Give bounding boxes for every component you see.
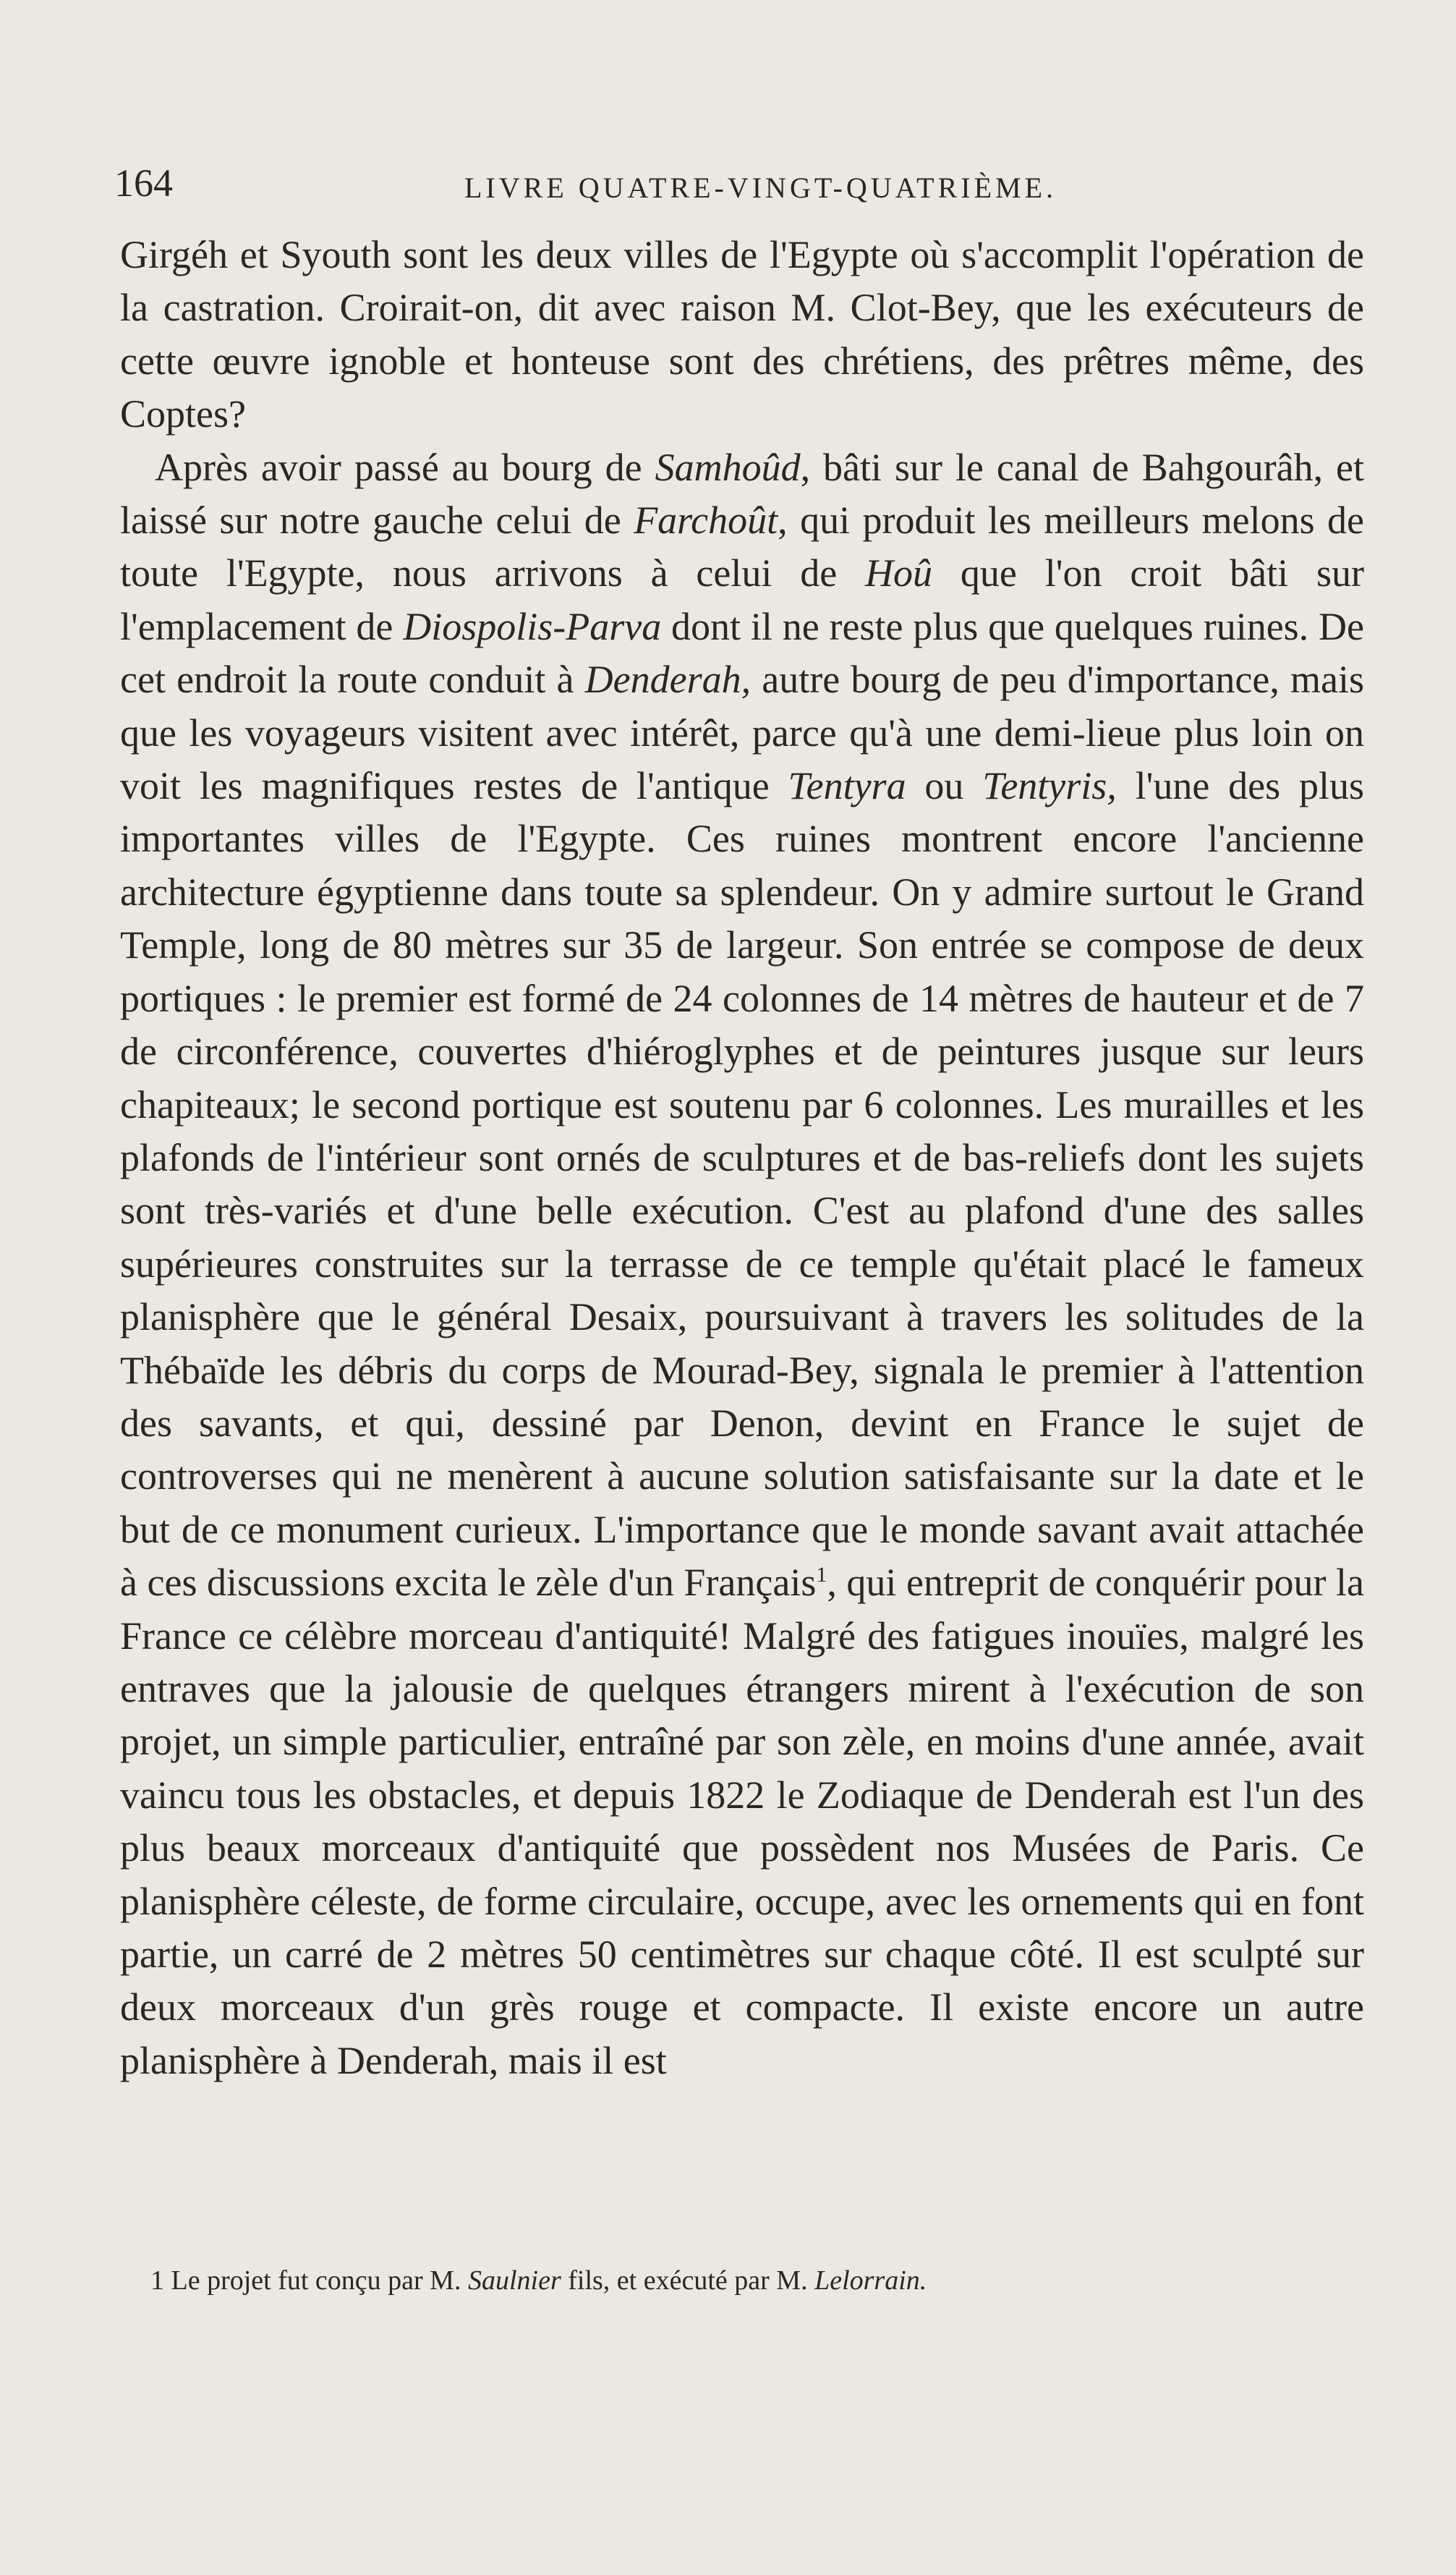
p2-text-4: que l'on croit bâti sur l'emplacement de xyxy=(120,551,1364,648)
place-tentyris: Tentyris, xyxy=(982,764,1117,808)
p2-text-1: Après avoir passé au bourg de xyxy=(155,445,655,489)
p2-text-2: , bâti sur le canal de Bahgourâh, et laissé sur notre gauche celui de xyxy=(120,445,1364,543)
place-diospolis-parva: Diospolis-Parva xyxy=(403,604,662,648)
place-denderah: Denderah, xyxy=(584,658,752,702)
place-tentyra: Tentyra xyxy=(788,764,906,808)
p2-text-3: , qui produit les meilleurs melons de toute l'Egypte, nous arrivons à celui de xyxy=(120,499,1364,595)
footnote-name-saulnier: Saulnier xyxy=(467,2265,561,2296)
paragraph-2 xyxy=(120,441,1364,2088)
place-samhoud: Samhoûd xyxy=(655,445,801,489)
p2-text-9: , qui entreprit de conquérir pour la France ce célèbre morceau d'antiquité! Malgré des fatigues inouïes, malgré les entraves que la jalousie de quelques étrangers mirent à l'exécution de son projet, un simple particulier, entraîné par son zèle, en moins d'une année, avait vaincu tous les obstacles, et depuis 1822 le Zodiaque de Denderah est l'un des plus beaux morceaux d'antiquité que possèdent nos Musées de Paris. Ce planisphère céleste, de forme circulaire, occupe, avec les ornements qui en font partie, un carré de 2 mètres 50 centimètres sur chaque côté. Il est sculpté sur deux morceaux d'un grès rouge et compacte. Il existe encore un autre planisphère à Denderah, mais il est xyxy=(120,1561,1364,2082)
page-number: 164 xyxy=(114,161,173,205)
place-farchout: Farchoût xyxy=(634,499,778,543)
p2-text-6: autre bourg de peu d'importance, mais que les voyageurs visitent avec intérêt, parce qu'à une demi-lieue plus loin on voit les magnifiques restes de l'antique xyxy=(120,658,1364,808)
body-text xyxy=(120,229,1364,2087)
running-title: LIVRE QUATRE-VINGT-QUATRIÈME. xyxy=(464,171,1057,204)
running-head xyxy=(114,161,1358,204)
footnote xyxy=(150,2262,1380,2299)
footnote-reference: 1 xyxy=(816,1563,827,1587)
footnote-marker: 1 xyxy=(150,2265,164,2296)
footnote-text-1: Le projet fut conçu par M. xyxy=(164,2265,468,2296)
p2-text-8: l'une des plus importantes villes de l'Egypte. Ces ruines montrent encore l'ancienne architecture égyptienne dans toute sa splendeur. On y admire surtout le Grand Temple, long de 80 mètres sur 35 de largeur. Son entrée se compose de deux portiques : le premier est formé de 24 colonnes de 14 mètres de hauteur et de 7 de circonférence, couvertes d'hiéroglyphes et de peintures jusque sur leurs chapiteaux; le second portique est soutenu par 6 colonnes. Les murailles et les plafonds de l'intérieur sont ornés de sculptures et de bas-reliefs dont les sujets sont très-variés et d'une belle exécution. C'est au plafond d'une des salles supérieures construites sur la terrasse de ce temple qu'était placé le fameux planisphère que le général Desaix, poursuivant à travers les solitudes de la Thébaïde les débris du corps de Mourad-Bey, signala le premier à l'attention des savants, et qui, dessiné par Denon, devint en France le sujet de controverses qui ne menèrent à aucune solution satisfaisante sur la date et le but de ce monument curieux. L'importance que le monde savant avait attachée à ces discussions excita le zèle d'un Français xyxy=(120,764,1365,1605)
place-hou: Hoû xyxy=(865,551,933,595)
p2-text-5: dont il ne reste plus que quelques ruines. De cet endroit la route conduit à xyxy=(120,604,1364,702)
paragraph-1: Girgéh et Syouth sont les deux villes de l'Egypte où s'accomplit l'opération de la castration. Croirait-on, dit avec raison M. Clot-Bey, que les exécuteurs de cette œuvre ignoble et honteuse sont des chrétiens, des prêtres même, des Coptes? xyxy=(120,233,1364,436)
p2-text-7: ou xyxy=(906,764,983,808)
footnote-name-lelorrain: Lelorrain. xyxy=(814,2265,927,2296)
footnote-text-2: fils, et exécuté par M. xyxy=(561,2265,815,2296)
